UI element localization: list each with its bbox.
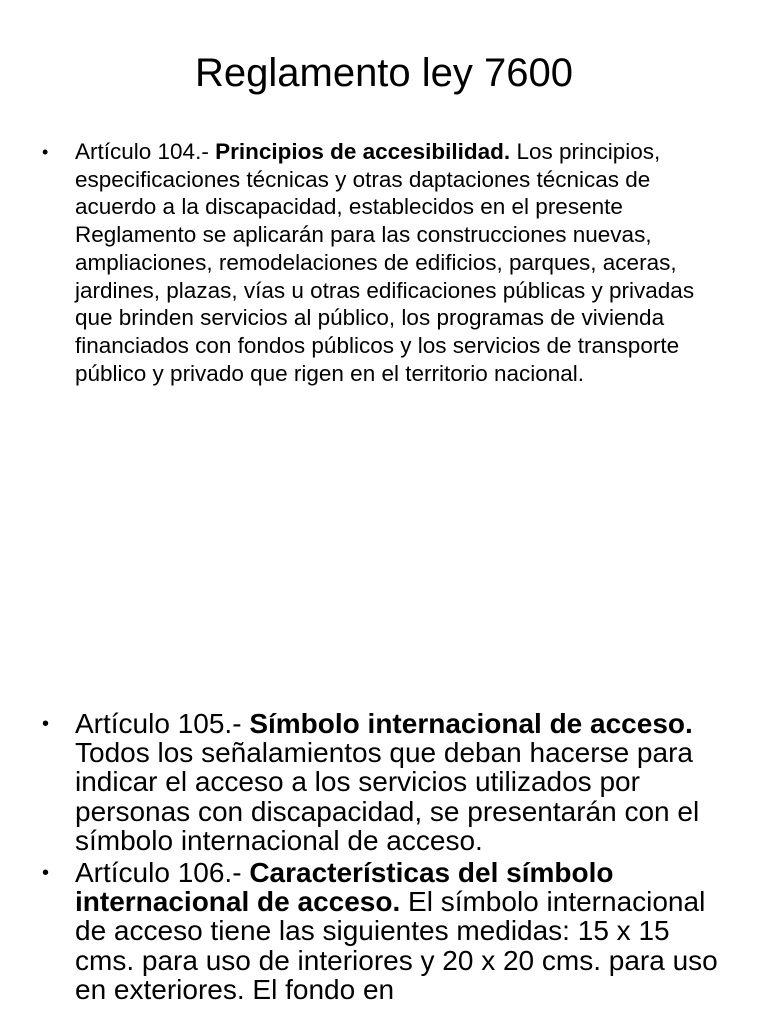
article-104 bbox=[42, 138, 732, 387]
article-106 bbox=[42, 858, 732, 1004]
article-heading: Características del símbolo internacional de acceso. bbox=[75, 857, 614, 918]
article-body: El símbolo internacional de acceso tiene las siguientes medidas: 15 x 15 cms. para uso de interiores y 20 x 20 cms. para uso en exteriores. El fondo en bbox=[75, 886, 718, 1005]
article-body: Los principios, especificaciones técnicas y otras daptaciones técnicas de acuerdo a la discapacidad, establecidos en el presente Reglamento se aplicarán para las construcciones nuevas, ampliaciones, remodelaciones de edificios, parques, aceras, jardines, plazas, vías u otras edificaciones públicas y privadas que brinden servicios al público, los programas de vivienda financiados con fondos públicos y los servicios de transporte público y privado que rigen en el territorio nacional. bbox=[75, 139, 695, 386]
bullet-icon: • bbox=[42, 713, 50, 735]
article-heading: Símbolo internacional de acceso. bbox=[249, 708, 693, 739]
bullet-icon: • bbox=[42, 862, 50, 885]
article-prefix: Artículo 106.- bbox=[75, 857, 250, 889]
slide-title: Reglamento ley 7600 bbox=[194, 51, 574, 95]
article-heading: Principios de accesibilidad. bbox=[215, 139, 511, 164]
article-prefix: Artículo 105.- bbox=[75, 708, 250, 739]
article-105 bbox=[42, 709, 732, 855]
article-list-top bbox=[42, 138, 732, 387]
article-list-bottom bbox=[42, 709, 732, 1007]
article-body: Todos los señalamientos que deban hacerse para indicar el acceso a los servicios utilizados por personas con discapacidad, se presentarán con el símbolo internacional de acceso. bbox=[75, 737, 700, 856]
article-prefix: Artículo 104.- bbox=[75, 139, 216, 164]
bullet-icon: • bbox=[42, 142, 49, 162]
